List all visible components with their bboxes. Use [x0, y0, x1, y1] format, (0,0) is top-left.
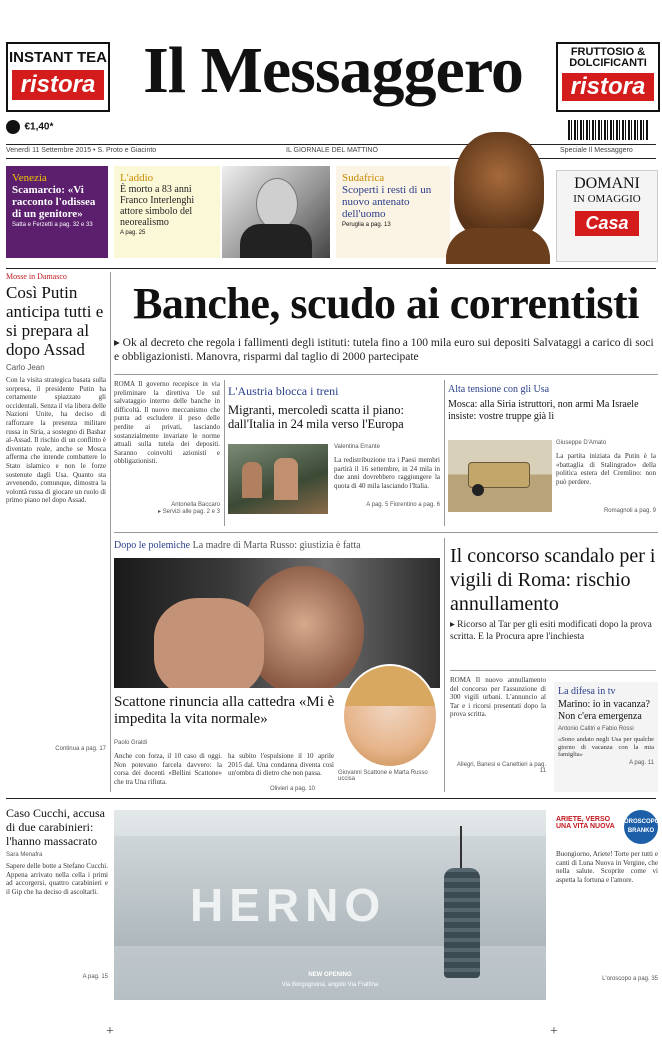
left-column [6, 272, 106, 752]
lead-body-col [114, 380, 220, 515]
hominid-shoulders [446, 228, 550, 264]
promo-ref: L'oroscopo a pag. 35 [602, 976, 658, 982]
usa-ref: Romagnoli a pag. 9 [603, 508, 656, 514]
teaser-sudafrica-ref: Peruglia a pag. 13 [342, 222, 391, 228]
rosso-kicker-line [114, 540, 444, 551]
crop-mark-left: + [106, 1024, 114, 1039]
crop-mark-right: + [550, 1024, 558, 1039]
herno-ad[interactable] [114, 810, 546, 1000]
promo-kicker: ARIETE, VERSO UNA VITA NUOVA [556, 816, 615, 830]
teaser-sudafrica-headline: Scoperti i resti di un nuovo antenato dell'uomo [342, 184, 432, 220]
vigili-deck: ▸ Ricorso al Tar per gli esiti modificati dopo la prova scritta. E la Procura apre l'inchiesta [450, 620, 652, 642]
austria-body: La redistribuzione tra i Paesi membri partirà il 16 settembre, in 24 mila in due anni dovrebbero raggiungere la quota di 40 mila lasciando l'Italia. [334, 456, 440, 490]
ad-fruttosio[interactable] [556, 42, 660, 112]
date-line: Venerdì 11 Settembre 2015 • S. Proto e Giacinto [6, 147, 157, 154]
teaser-venezia-ref: Satta e Ferzetti a pag. 32 e 33 [12, 222, 93, 228]
usa-kicker: Alta tensione con gli Usa [448, 384, 550, 395]
teaser-venezia-kicker: Venezia [12, 172, 47, 184]
austria-kicker: L'Austria blocca i treni [228, 384, 339, 398]
promo-body: Buongiorno, Ariete! Torte per tutti e canti di Luna Nuova in Vergine, che nella salute. Scoprite come vi aspetta la fortuna e l'amore. [556, 850, 658, 884]
teaser-addio-kicker: L'addio [120, 172, 154, 184]
usa-block[interactable] [448, 384, 656, 423]
migrants-figure-2 [274, 458, 298, 500]
usa-body: La partita iniziata da Putin è la «battaglia di Stalingrado» della politica estera del Cremlino: non può perdere. [556, 452, 656, 486]
difesa-quote: «Sono andato negli Usa per qualche giorno di vacanza con la mia famiglia» [558, 736, 654, 758]
vigili-body: ROMA Il nuovo annullamento del concorso per l'assunzione di 300 vigili urbani. L'annuncio al Tar e i ricorsi presentati dopo la prova scritta. [450, 676, 546, 719]
ad-fruttosio-line1: FRUTTOSIO & [570, 46, 646, 58]
marta-hair [344, 666, 436, 706]
lead-body: ROMA Il governo recepisce in via preliminare la direttiva Ue sul salvataggio interno delle banche in difficoltà. Il nuovo meccanismo che punta ad escludere il peso delle perdite ai privati, lasciando sostanzialmente invariate le norme attuali sulla tutela dei depositi. Saranno coinvolti azionisti e obbligazionisti. [114, 380, 220, 466]
lead-headline: Banche, scudo ai correntisti [133, 279, 639, 328]
barcode [568, 120, 648, 140]
interlenghi-photo [222, 166, 330, 258]
price-badge [6, 118, 102, 140]
left-body: Con la visita strategica basata sulla sorpresa, il presidente Putin ha certamente spiazzato gli occidentali. Senza il via libera delle Nazioni Unite, ha deciso di rafforzare la presenza militare russa in Siria, a sostegno di Bashar al-Assad. Il rischio di un conflitto è diventato reale, anche se Mosca afferma che intende combattere lo Stato islamico e non le forze sostenute dagli Usa. Quanto sta avvenendo, comunque, dimostra la volontà russa di giocare un ruolo di primo piano nel dopo Assad. [6, 376, 106, 505]
teaser-addio-ref: A pag. 25 [120, 230, 146, 236]
austria-block[interactable] [228, 384, 440, 431]
interlenghi-face [256, 178, 298, 230]
cucchi-author: Sara Menafra [6, 852, 43, 858]
army-photo [448, 440, 552, 512]
vigili-text [450, 676, 546, 774]
difesa-authors: Antonio Calitri e Fabio Rossi [558, 726, 634, 732]
ad-fruttosio-line1b: DOLCIFICANTI [569, 57, 647, 69]
herno-sub2: Via Borgognona, angolo Via Frattina [281, 982, 379, 988]
interlenghi-body [240, 224, 312, 258]
rosso-body2: ha subito l'espulsione il 10 aprile 2015 dal. Una condanna diventa così un'ombra di dietro che non passa. [228, 752, 334, 778]
scattone-hand [154, 598, 264, 688]
promo-block[interactable] [556, 810, 658, 982]
austria-ref: A pag. 5 Fiorentino a pag. 6 [366, 502, 440, 508]
teaser-domani-headline: IN OMAGGIO [573, 193, 641, 205]
masthead-title: Il Messaggero [143, 34, 523, 107]
rosso-author: Paolo Graldi [114, 740, 148, 746]
herno-sub: NEW OPENING [308, 972, 352, 978]
cucchi-body: Sapere delle botte a Stefano Cucchi. Appena arrivato nella cella i primi ad accorgersi, quattro carabinieri e il Gip che ha deciso di ascoltarli. [6, 862, 108, 896]
teaser-domani[interactable] [556, 170, 658, 262]
left-author: Carlo Jean [6, 363, 45, 372]
motto: IL GIORNALE DEL MATTINO [286, 147, 378, 154]
usa-headline: Mosca: alla Siria istruttori, non armi Ma Israele insiste: vostre truppe già lì [448, 399, 639, 422]
teaser-addio[interactable] [114, 166, 220, 258]
jacket-hook [460, 826, 462, 870]
rosso-kicker: Dopo le polemiche [114, 540, 191, 551]
migrants-figure-1 [242, 462, 262, 498]
difesa-box[interactable] [554, 682, 658, 792]
usa-text [556, 440, 656, 514]
vigili-ref: Allegri, Banesi e Canettieri a pag. 11 [456, 762, 546, 774]
austria-headline: Migranti, mercoledì scatta il piano: dall'Italia in 24 mila verso l'Europa [228, 403, 404, 431]
rosso-body: Anche con forza, il 10 caso di oggi. Non potevano farcela davvero: la corsa dei docenti «Bellini Scattone» che tra Una rifiuta. [114, 752, 222, 786]
ad-fruttosio-line2: ristora [562, 73, 654, 101]
price-circle-icon [6, 120, 20, 134]
teaser-domani-kicker: DOMANI [574, 175, 640, 192]
rosso-caption-ref: Olivieri a pag. 10 [270, 786, 316, 792]
teaser-sudafrica-kicker: Sudafrica [342, 172, 385, 184]
lead-deck: ▸ Ok al decreto che regola i fallimenti degli istituti: tutela fino a 100 mila euro sui depositi Salvataggi a carico di soci e obbligazionisti. Manovra, risparmi dal taglio di 2000 partecipate [114, 337, 654, 363]
teaser-venezia[interactable] [6, 166, 108, 258]
army-wheel [472, 484, 484, 496]
cucchi-ref: A pag. 15 [82, 974, 108, 980]
usa-author: Giuseppe D'Amato [556, 440, 607, 446]
rosso-byline [114, 740, 440, 746]
herno-brand: HERNO [190, 879, 387, 931]
lead-ref: ▸ Servizi alle pag. 2 e 3 [157, 509, 220, 515]
teaser-sudafrica[interactable] [336, 166, 450, 258]
cucchi-block[interactable] [6, 806, 108, 980]
rosso-caption: Giovanni Scattone e Marta Russo uccisa [338, 770, 428, 782]
price: €1,40* [24, 121, 54, 133]
hominid-head [454, 132, 544, 242]
edition: Speciale Il Messaggero [560, 147, 633, 154]
austria-text [334, 444, 440, 508]
rosso-kicker2: La madre di Marta Russo: giustizia è fatta [192, 540, 361, 551]
jacket [444, 868, 480, 978]
rosso-headline: Scattone rinuncia alla cattedra «Mi è impedita la vita normale» [114, 694, 335, 727]
ad-instant-tea-line1: INSTANT TEA [8, 49, 108, 66]
teaser-domani-ref: Casa [575, 211, 638, 236]
teaser-addio-headline: È morto a 83 anni Franco Interlenghi attore simbolo del neorealismo [120, 184, 195, 228]
austria-author: Valentina Errante [334, 444, 380, 450]
left-kicker: Mosse in Damasco [6, 272, 67, 281]
difesa-kicker: La difesa in tv [558, 686, 616, 697]
cucchi-headline: Caso Cucchi, accusa di due carabinieri: l'hanno massacrato [6, 806, 105, 848]
hominid-photo [446, 128, 550, 264]
vigili-headline: Il concorso scandalo per i vigili di Roma: rischio annullamento [450, 545, 656, 615]
promo-badge: OROSCOPO BRANKO [624, 810, 658, 844]
teaser-venezia-headline: Scamarcio: «Vi racconto l'odissea di un genitore» [12, 184, 96, 220]
left-headline: Così Putin anticipa tutti e si prepara al dopo Assad [6, 283, 104, 359]
left-continue: Continua a pag. 17 [55, 746, 106, 752]
marta-russo-photo [342, 664, 438, 768]
difesa-headline: Marino: io in vacanza? Non c'era emergenza [558, 699, 650, 722]
ad-instant-tea-line2: ristora [12, 70, 104, 100]
lead-byline: Antonella Baccaro [171, 502, 220, 508]
migrants-photo [228, 444, 328, 514]
ad-instant-tea[interactable] [6, 42, 110, 112]
difesa-ref: A pag. 11 [629, 760, 654, 766]
